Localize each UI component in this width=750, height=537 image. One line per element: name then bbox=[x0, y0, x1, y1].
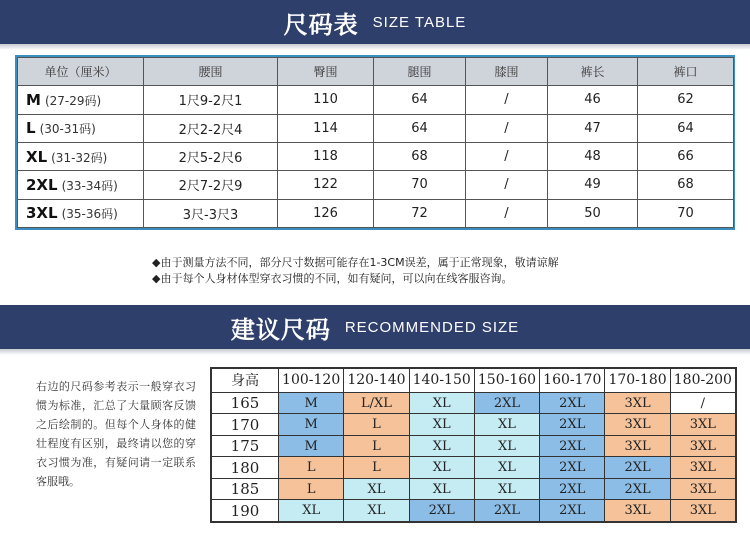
size-table-title: 尺码表 bbox=[283, 10, 359, 39]
rec-table-cell: L bbox=[344, 457, 409, 479]
size-table-cell: 49 bbox=[548, 171, 638, 199]
size-table-cell: 47 bbox=[548, 114, 638, 142]
rec-table-cell: 3XL bbox=[605, 435, 670, 457]
size-table-cell: 68 bbox=[374, 142, 466, 170]
rec-table-cell: XL bbox=[474, 478, 539, 500]
size-code: XL bbox=[26, 147, 48, 166]
recommended-size-table bbox=[210, 367, 737, 523]
rec-table-weight-header: 150-160 bbox=[474, 369, 539, 393]
rec-table-cell: 3XL bbox=[605, 392, 670, 414]
size-range: (30-31码) bbox=[39, 122, 96, 137]
size-range: (27-29码) bbox=[44, 93, 102, 108]
rec-table-cell: / bbox=[670, 392, 735, 414]
rec-table-cell: 2XL bbox=[474, 500, 539, 522]
rec-table-cell: L bbox=[344, 435, 409, 457]
rec-table-cell: XL bbox=[409, 414, 474, 436]
size-table-cell: 114 bbox=[278, 114, 374, 142]
size-table-cell: / bbox=[466, 142, 548, 170]
size-range: (33-34码) bbox=[61, 178, 118, 193]
recommended-size-banner bbox=[0, 305, 750, 349]
size-table-row bbox=[18, 171, 734, 199]
size-table-cell: 46 bbox=[548, 86, 638, 114]
size-table-cell: / bbox=[466, 199, 548, 227]
rec-table-cell: L bbox=[344, 414, 409, 436]
rec-table-weight-header: 120-140 bbox=[344, 369, 409, 393]
size-table-cell: 64 bbox=[374, 86, 466, 114]
rec-table-cell: XL bbox=[409, 478, 474, 500]
size-label-cell bbox=[18, 114, 144, 142]
size-table-cell: 68 bbox=[638, 171, 734, 199]
rec-table-height: 175 bbox=[212, 435, 279, 457]
note-body-type: ◆由于每个人身材体型穿衣习惯的不同，如有疑问，可以向在线客服咨询。 bbox=[152, 272, 513, 285]
size-range: (35-36码) bbox=[61, 207, 118, 222]
rec-table-cell: 3XL bbox=[605, 500, 670, 522]
notes bbox=[152, 255, 559, 287]
size-table-cell: 3尺-3尺3 bbox=[144, 199, 278, 227]
size-table-cell: 50 bbox=[548, 199, 638, 227]
rec-table-cell: L bbox=[279, 457, 344, 479]
rec-table-weight-header: 170-180 bbox=[605, 369, 670, 393]
recommended-size-subtitle: RECOMMENDED SIZE bbox=[344, 318, 520, 336]
size-table-cell: 1尺9-2尺1 bbox=[144, 86, 278, 114]
rec-table-cell: 2XL bbox=[474, 392, 539, 414]
rec-table-cell: 3XL bbox=[670, 414, 735, 436]
rec-table-cell: M bbox=[279, 414, 344, 436]
size-table-header-cell: 膝围 bbox=[466, 58, 548, 86]
rec-table-cell: L/XL bbox=[344, 392, 409, 414]
size-code: 2XL bbox=[26, 175, 58, 194]
size-table-cell: 110 bbox=[278, 86, 374, 114]
rec-table-cell: M bbox=[279, 392, 344, 414]
size-table-cell: / bbox=[466, 86, 548, 114]
size-table-header-cell: 单位（厘米） bbox=[18, 58, 144, 86]
rec-table-cell: L bbox=[279, 478, 344, 500]
rec-table-cell: XL bbox=[344, 478, 409, 500]
size-table-subtitle: SIZE TABLE bbox=[372, 13, 467, 31]
rec-table-cell: 2XL bbox=[540, 414, 605, 436]
size-table-cell: 66 bbox=[638, 142, 734, 170]
size-range: (31-32码) bbox=[51, 150, 108, 165]
rec-table-height: 180 bbox=[212, 457, 279, 479]
size-code: L bbox=[26, 119, 36, 138]
size-table-cell: / bbox=[466, 114, 548, 142]
rec-table-cell: 2XL bbox=[540, 500, 605, 522]
size-table-cell: 64 bbox=[374, 114, 466, 142]
size-table-cell: 70 bbox=[638, 199, 734, 227]
rec-table-row bbox=[212, 392, 736, 414]
rec-table-row bbox=[212, 457, 736, 479]
size-table-cell: 70 bbox=[374, 171, 466, 199]
rec-table-cell: 2XL bbox=[540, 478, 605, 500]
rec-table-height: 165 bbox=[212, 392, 279, 414]
size-table-header-cell: 腰围 bbox=[144, 58, 278, 86]
rec-table-height: 190 bbox=[212, 500, 279, 522]
banner-shadow bbox=[0, 44, 750, 50]
rec-table-cell: 3XL bbox=[670, 457, 735, 479]
size-table-row bbox=[18, 199, 734, 227]
rec-table-cell: 2XL bbox=[605, 457, 670, 479]
size-table-row bbox=[18, 142, 734, 170]
rec-table-cell: 3XL bbox=[605, 414, 670, 436]
size-table-cell: 2尺2-2尺4 bbox=[144, 114, 278, 142]
rec-table-cell: 3XL bbox=[670, 478, 735, 500]
size-table-cell: 122 bbox=[278, 171, 374, 199]
size-table-header-cell: 臀围 bbox=[278, 58, 374, 86]
size-label-cell bbox=[18, 86, 144, 114]
size-table-row bbox=[18, 114, 734, 142]
size-table-header-cell: 腿围 bbox=[374, 58, 466, 86]
rec-table-row bbox=[212, 435, 736, 457]
size-label-cell bbox=[18, 199, 144, 227]
rec-table-row bbox=[212, 500, 736, 522]
size-table-cell: 126 bbox=[278, 199, 374, 227]
size-table-cell: / bbox=[466, 171, 548, 199]
banner-shadow bbox=[0, 349, 750, 355]
size-table-banner bbox=[0, 0, 750, 44]
size-table-cell: 64 bbox=[638, 114, 734, 142]
rec-table-height: 170 bbox=[212, 414, 279, 436]
size-label-cell bbox=[18, 171, 144, 199]
rec-table-cell: XL bbox=[474, 435, 539, 457]
size-table-cell: 2尺7-2尺9 bbox=[144, 171, 278, 199]
rec-table-header bbox=[212, 369, 736, 393]
rec-table-cell: XL bbox=[409, 392, 474, 414]
recommended-size-description: 右边的尺码参考表示一般穿衣习惯为标准，汇总了大量顾客反馈之后绘制的。但每个人身体的健壮程度有区别，最终请以您的穿衣习惯为准，有疑问请一定联系客服哦。 bbox=[36, 380, 196, 488]
rec-table-weight-header: 160-170 bbox=[540, 369, 605, 393]
size-table-header bbox=[18, 58, 734, 86]
size-table-header-cell: 裤口 bbox=[638, 58, 734, 86]
rec-table-cell: 2XL bbox=[540, 392, 605, 414]
size-table-row bbox=[18, 86, 734, 114]
rec-table-cell: XL bbox=[409, 435, 474, 457]
rec-table-row bbox=[212, 478, 736, 500]
rec-table-cell: 3XL bbox=[670, 435, 735, 457]
rec-table-cell: 2XL bbox=[605, 478, 670, 500]
rec-table-cell: 2XL bbox=[540, 457, 605, 479]
rec-table-cell: 2XL bbox=[540, 435, 605, 457]
rec-table-cell: 3XL bbox=[670, 500, 735, 522]
rec-table-cell: 2XL bbox=[409, 500, 474, 522]
size-table-cell: 118 bbox=[278, 142, 374, 170]
size-label-cell bbox=[18, 142, 144, 170]
size-table-cell: 2尺5-2尺6 bbox=[144, 142, 278, 170]
size-table-header-cell: 裤长 bbox=[548, 58, 638, 86]
rec-table-row bbox=[212, 414, 736, 436]
rec-table-cell: M bbox=[279, 435, 344, 457]
size-table-cell: 72 bbox=[374, 199, 466, 227]
rec-table-cell: XL bbox=[279, 500, 344, 522]
rec-table-cell: XL bbox=[474, 414, 539, 436]
rec-table-height: 185 bbox=[212, 478, 279, 500]
rec-table-weight-header: 180-200 bbox=[670, 369, 735, 393]
rec-table-weight-header: 100-120 bbox=[279, 369, 344, 393]
size-table-cell: 62 bbox=[638, 86, 734, 114]
size-table bbox=[15, 55, 735, 230]
rec-table-cell: XL bbox=[474, 457, 539, 479]
note-measurement: ◆由于测量方法不同，部分尺寸数据可能存在1-3CM误差，属于正常现象，敬请谅解 bbox=[152, 256, 559, 269]
recommended-size-title: 建议尺码 bbox=[230, 315, 331, 344]
rec-table-corner: 身高 bbox=[212, 369, 279, 393]
size-table-cell: 48 bbox=[548, 142, 638, 170]
rec-table-weight-header: 140-150 bbox=[409, 369, 474, 393]
size-code: M bbox=[26, 90, 41, 109]
rec-table-cell: XL bbox=[409, 457, 474, 479]
size-code: 3XL bbox=[26, 204, 58, 223]
rec-table-cell: XL bbox=[344, 500, 409, 522]
